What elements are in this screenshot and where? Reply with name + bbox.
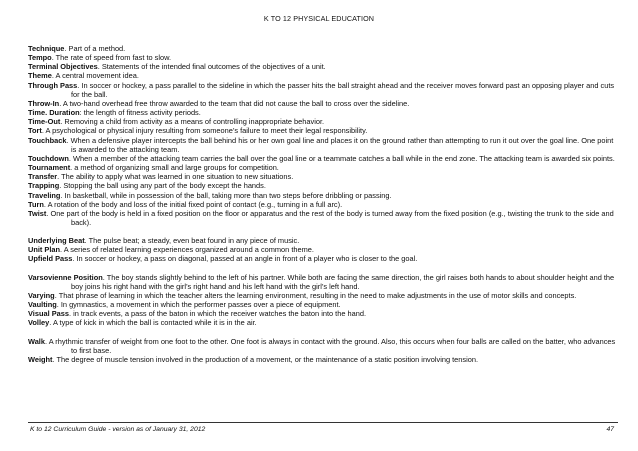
glossary-definition: The degree of muscle tension involved in the production of a movement, or the maintenance of a static position involving tension.: [56, 354, 478, 364]
glossary-term: Unit Plan: [28, 245, 61, 255]
glossary-definition: A two-hand overhead free throw awarded to the team that did not cause the ball to cross over the sideline.: [62, 98, 410, 108]
glossary-entry: [28, 44, 618, 53]
term-separator: .: [66, 135, 71, 145]
glossary-term: Trapping: [28, 181, 60, 191]
term-separator: .: [60, 190, 65, 200]
glossary-definition: Stopping the ball using any part of the body except the hands.: [63, 181, 266, 191]
glossary-definition: A type of kick in which the ball is contacted while it is in the air.: [52, 318, 257, 328]
glossary-term: Vaulting: [28, 300, 57, 310]
glossary-definition: The pulse beat; a steady, even beat found in any piece of music.: [88, 236, 300, 246]
glossary-entry: [28, 108, 618, 117]
term-separator: .: [43, 199, 48, 209]
term-separator: .: [41, 126, 46, 136]
glossary-term: Tort: [28, 126, 42, 136]
term-separator: .: [64, 44, 69, 53]
term-separator: .: [70, 163, 75, 173]
term-separator: .: [54, 290, 59, 300]
glossary-entry: [28, 99, 618, 108]
glossary-term: Varying: [28, 290, 55, 300]
term-separator: .: [57, 172, 62, 182]
glossary-entry: [28, 245, 618, 254]
term-separator: .: [59, 181, 64, 191]
glossary-entry: [28, 209, 618, 227]
glossary-entry: [28, 200, 618, 209]
term-separator: .: [102, 272, 107, 282]
group-gap: [28, 227, 618, 236]
glossary-definition: a method of organizing small and large groups for competition.: [74, 163, 279, 173]
term-separator: :: [79, 108, 84, 118]
glossary-term: Volley: [28, 318, 50, 328]
term-separator: .: [49, 318, 53, 328]
glossary-definition: A central movement idea.: [55, 71, 139, 81]
glossary-entry: [28, 254, 618, 263]
term-separator: .: [68, 153, 74, 163]
glossary-entry: [28, 191, 618, 200]
glossary-entry: [28, 300, 618, 309]
glossary-entry: [28, 355, 618, 364]
glossary-term: Traveling: [28, 190, 61, 200]
glossary-term: Throw-In: [28, 98, 60, 108]
glossary-term: Upfield Pass: [28, 254, 73, 264]
term-separator: .: [97, 62, 102, 72]
glossary-definition: One part of the body is held in a fixed position on the floor or apparatus and the rest of the body is turned away from the fixed position (e.g., twisting the trunk to the side and back).: [50, 208, 614, 227]
glossary-entry: [28, 71, 618, 80]
glossary-definition: A rotation of the body and loss of the initial fixed point of contact (e.g., turning in a full arc).: [47, 199, 343, 209]
glossary-definition: The boy stands slightly behind to the left of his partner. While both are facing the same direction, the girl raises both hands to about shoulder height and the boy joins his right hand with the girl’s right hand and his left hand with the girl’s left hand.: [71, 272, 615, 291]
glossary-definition: Statements of the intended final outcomes of the objectives of a unit.: [101, 62, 326, 72]
term-separator: .: [52, 354, 57, 364]
glossary-term: Time-Out: [28, 117, 61, 127]
glossary-definition: In soccer or hockey, a pass on diagonal, passed at an angle in front of a player who is closer to the goal.: [76, 254, 418, 264]
glossary-term: Theme: [28, 71, 52, 81]
glossary-term: Terminal Objectives: [28, 62, 98, 72]
glossary-definition: When a member of the attacking team carries the ball over the goal line or a teammate catches a ball while in the end zone. The attacking team is awarded six points.: [73, 153, 615, 163]
glossary-definition: The rate of speed from fast to slow.: [55, 53, 172, 63]
glossary-term: Varsovienne Position: [28, 272, 103, 282]
glossary-term: Underlying Beat: [28, 236, 85, 246]
glossary-term: Through Pass: [28, 80, 78, 90]
term-separator: .: [72, 254, 77, 264]
glossary-entry: [28, 163, 618, 172]
term-separator: .: [46, 208, 51, 218]
glossary-entry: [28, 236, 618, 245]
glossary-definition: Removing a child from activity as a means of controlling inappropriate behavior.: [64, 117, 325, 127]
glossary-entry: [28, 136, 618, 154]
group-gap: [28, 328, 618, 337]
glossary-definition: In soccer or hockey, a pass parallel to the sideline in which the passer hits the ball straight ahead and the receiver moves forward past an opposing player and cuts for the ball.: [71, 80, 615, 99]
glossary-entry: [28, 291, 618, 300]
glossary-definition: That phrase of learning in which the teacher alters the learning environment, resulting in the need to make adjustments in the use of motor skills and concepts.: [58, 290, 577, 300]
term-separator: .: [51, 53, 56, 63]
footer-version: K to 12 Curriculum Guide - version as of January 31, 2012: [30, 426, 206, 433]
glossary-definition: In basketball, while in possession of the ball, taking more than two steps before dribbling or passing.: [64, 190, 392, 200]
page-header: K TO 12 PHYSICAL EDUCATION: [263, 14, 375, 23]
glossary-definition: When a defensive player intercepts the ball behind his or her own goal line and places it on the ground rather than attempting to run it out over the goal line. One point is awarded to the attacking team.: [70, 135, 614, 154]
glossary-term: Touchdown: [28, 153, 69, 163]
glossary-entry: [28, 117, 618, 126]
glossary-entry: [28, 154, 618, 163]
glossary-entry: [28, 53, 618, 62]
term-separator: .: [51, 71, 56, 81]
glossary-term: Touchback: [28, 135, 67, 145]
glossary-definition: A rhythmic transfer of weight from one foot to the other. One foot is always in contact with the ground. Also, this occurs when four balls are called on the batter, who advances to first base.: [48, 336, 616, 355]
glossary-definition: A psychological or physical injury resulting from someone’s failure to meet their legal responsibility.: [45, 126, 368, 136]
glossary-term: Twist: [28, 208, 47, 218]
term-separator: .: [60, 117, 65, 127]
glossary: [28, 44, 618, 364]
glossary-definition: the length of fitness activity periods.: [83, 108, 201, 118]
glossary-entry: [28, 318, 618, 327]
glossary-definition: Part of a method.: [68, 44, 126, 53]
glossary-term: Transfer: [28, 172, 58, 182]
glossary-definition: A series of related learning experiences organized around a common theme.: [63, 245, 314, 255]
term-separator: .: [68, 309, 74, 319]
glossary-entry: [28, 273, 618, 291]
glossary-term: Technique: [28, 44, 65, 53]
term-separator: .: [77, 80, 82, 90]
glossary-definition: in track events, a pass of the baton in which the receiver watches the baton into the hand.: [73, 309, 366, 319]
term-separator: .: [56, 300, 61, 310]
group-gap: [28, 264, 618, 273]
glossary-entry: [28, 172, 618, 181]
glossary-entry: [28, 309, 618, 318]
term-separator: .: [44, 336, 49, 346]
term-separator: .: [84, 236, 89, 246]
footer-divider: [28, 422, 618, 423]
glossary-entry: [28, 126, 618, 135]
glossary-term: Walk: [28, 336, 45, 346]
glossary-definition: In gymnastics, a movement in which the performer passes over a piece of equipment.: [60, 300, 341, 310]
glossary-term: Turn: [28, 199, 44, 209]
glossary-entry: [28, 81, 618, 99]
term-separator: .: [59, 98, 63, 108]
term-separator: .: [60, 245, 64, 255]
glossary-entry: [28, 62, 618, 71]
glossary-entry: [28, 181, 618, 190]
page-number: 47: [606, 426, 614, 433]
glossary-definition: The ability to apply what was learned in one situation to new situations.: [61, 172, 294, 182]
glossary-term: Tournament: [28, 163, 71, 173]
glossary-term: Visual Pass: [28, 309, 69, 319]
glossary-term: Tempo: [28, 53, 52, 63]
glossary-term: Weight: [28, 354, 53, 364]
glossary-term: Time. Duration: [28, 108, 80, 118]
glossary-entry: [28, 337, 618, 355]
